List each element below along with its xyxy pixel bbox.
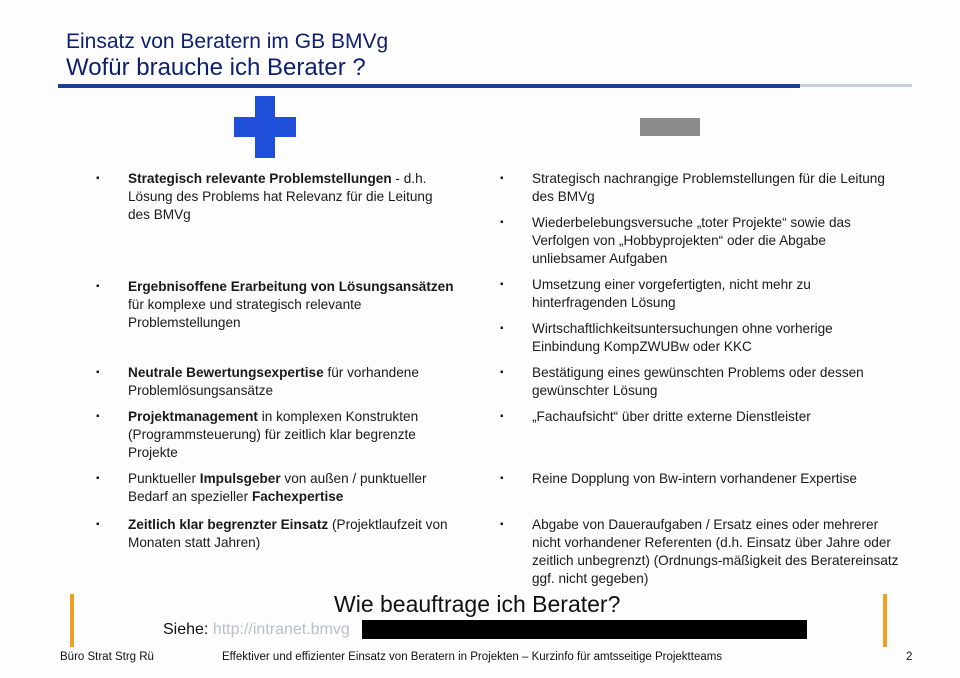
bullet-icon: ▪ xyxy=(96,411,100,422)
contra-item-text: Strategisch nachrangige Problemstellungen für die Leitung des BMVg xyxy=(532,171,885,204)
title-rule xyxy=(58,84,800,88)
bullet-icon: ▪ xyxy=(96,173,100,184)
slide-title-line2: Wofür brauche ich Berater ? xyxy=(66,54,366,81)
pro-item-text: Zeitlich klar begrenzter Einsatz (Projektlaufzeit von Monaten statt Jahren) xyxy=(128,517,448,550)
redaction-bar xyxy=(362,620,807,639)
pro-item-text: Neutrale Bewertungsexpertise für vorhandene Problemlösungsansätze xyxy=(128,365,419,398)
title-rule-end xyxy=(800,84,912,87)
footer-department: Büro Strat Strg Rü xyxy=(60,651,154,663)
see-label: Siehe: xyxy=(163,621,209,638)
contra-item-text: Bestätigung eines gewünschten Problems oder dessen gewünschter Lösung xyxy=(532,365,864,398)
accent-bar-left xyxy=(70,594,74,647)
bullet-icon: ▪ xyxy=(500,217,504,228)
bullet-icon: ▪ xyxy=(96,367,100,378)
bullet-icon: ▪ xyxy=(500,173,504,184)
bullet-icon: ▪ xyxy=(500,279,504,290)
bullet-icon: ▪ xyxy=(500,323,504,334)
bullet-icon: ▪ xyxy=(96,519,100,530)
contra-item-text: Abgabe von Daueraufgaben / Ersatz eines oder mehrerer nicht vorhandener Referenten (d.h. Einsatz über Jahre oder zeitlich unbegrenzt) (Ordnungs-mäßigkeit des Beratereinsatz ggf. nicht gegeben) xyxy=(532,517,899,586)
pro-item-text: Ergebnisoffene Erarbeitung von Lösungsansätzen für komplexe und strategisch relevante Problemstellungen xyxy=(128,279,454,330)
footer-title: Effektiver und effizienter Einsatz von Beratern in Projekten – Kurzinfo für amtsseitige Projektteams xyxy=(222,651,723,663)
minus-icon xyxy=(640,118,700,136)
contra-item-text: Wiederbelebungsversuche „toter Projekte“ sowie das Verfolgen von „Hobbyprojekten“ oder die Abgabe unliebsamer Aufgaben xyxy=(532,215,851,266)
page-number: 2 xyxy=(906,651,913,663)
pro-item-text: Punktueller Impulsgeber von außen / punktueller Bedarf an spezieller Fachexpertise xyxy=(128,471,427,504)
intranet-link[interactable]: http://intranet.bmvg xyxy=(212,621,350,638)
question-heading: Wie beauftrage ich Berater? xyxy=(334,591,621,617)
bullet-icon: ▪ xyxy=(500,473,504,484)
contra-item-text: Reine Dopplung von Bw-intern vorhandener Expertise xyxy=(532,471,857,486)
pro-item-text: Strategisch relevante Problemstellungen - d.h. Lösung des Problems hat Relevanz für die Leitung des BMVg xyxy=(128,171,433,222)
bullet-icon: ▪ xyxy=(96,473,100,484)
contra-item-text: Umsetzung einer vorgefertigten, nicht mehr zu hinterfragenden Lösung xyxy=(532,277,811,310)
plus-icon xyxy=(234,96,296,158)
pro-item-text: Projektmanagement in komplexen Konstrukten (Programmsteuerung) für zeitlich klar begrenzte Projekte xyxy=(128,409,419,460)
bullet-icon: ▪ xyxy=(500,411,504,422)
slide-title-line1: Einsatz von Beratern im GB BMVg xyxy=(66,30,389,53)
bullet-icon: ▪ xyxy=(500,367,504,378)
accent-bar-right xyxy=(883,594,887,647)
bullet-icon: ▪ xyxy=(500,519,504,530)
contra-item-text: Wirtschaftlichkeitsuntersuchungen ohne vorherige Einbindung KompZWUBw oder KKC xyxy=(532,321,833,354)
see-reference xyxy=(163,621,350,639)
bullet-icon: ▪ xyxy=(96,281,100,292)
contra-item-text: „Fachaufsicht“ über dritte externe Dienstleister xyxy=(532,409,811,424)
